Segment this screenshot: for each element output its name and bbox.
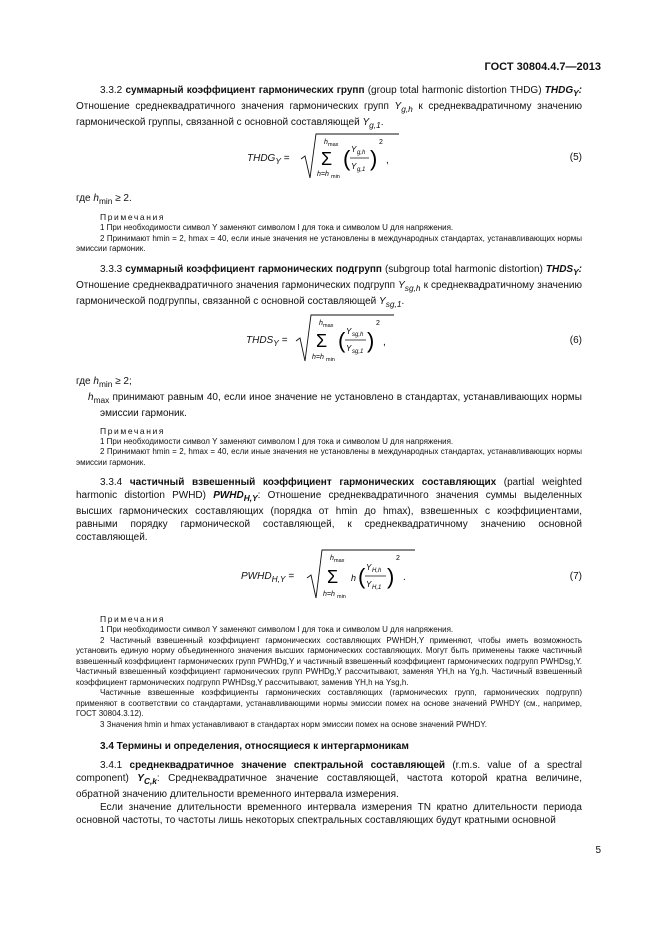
svg-text:max: max: [334, 558, 345, 564]
notes-heading: Примечания: [100, 614, 166, 624]
term-3-3-3: 3.3.3 суммарный коэффициент гармонических подгрупп (subgroup total harmonic distortion) $THDS_Y$: Отношение среднеквадратичного значения гармонических подгрупп $Y_{sg,h}$ к среднеквадратичному значению гармонической подгруппы, связанной с основной составляющей $Y_{sg,1}$.: [76, 263, 583, 309]
svg-text:g,1: g,1: [357, 167, 366, 173]
page-number: 5: [595, 845, 601, 856]
standard-header: ГОСТ 30804.4.7—2013: [484, 61, 601, 73]
term-definition: : Среднеквадратичное значение составляющей, частота которой кратна величине, обратной значению длительности временного интервала измерения.: [76, 773, 582, 800]
formula-number: (5): [569, 152, 582, 163]
paragraph-3-4-1: Если значение длительности временного интервала измерения TN кратно длительности периода основной частоты, то частоты лишь некоторых спектральных составляющих будут кратными основной: [76, 802, 582, 826]
svg-text:,: ,: [383, 336, 386, 348]
where-clause: где $h_{min} \ge 2$.: [76, 193, 132, 206]
svg-text:Σ: Σ: [327, 567, 339, 587]
page-content: [76, 84, 582, 827]
svg-text:,: ,: [386, 155, 389, 166]
note-1: 1 При необходимости символ Y заменяют символом I для тока и символом U для напряжения.: [100, 625, 454, 634]
formula-lhs: $THDS_Y$ =: [246, 334, 288, 348]
svg-text:h: h: [351, 573, 357, 583]
note-2-continued: Частичные взвешенные коэффициенты гармонических составляющих (гармонических групп, гармонических подгрупп) применяют в соответствии со стандартами, устанавливающими нормы эмиссии помех на основе значений PWHDY (см., например, ГОСТ 30804.3.12).: [76, 688, 582, 718]
formula-number: (7): [569, 571, 582, 582]
svg-text:2: 2: [379, 139, 383, 146]
term-symbol: $THDG_Y$:: [544, 85, 583, 98]
note-1: 1 При необходимости символ Y заменяют символом I для тока и символом U для напряжения.: [100, 223, 454, 232]
term-definition: Отношение среднеквадратичного значения гармонических групп: [76, 101, 395, 112]
where-clause: где $h_{min} \ge 2$;: [76, 375, 132, 389]
term-title: среднеквадратичное значение спектральной составляющей: [129, 760, 446, 771]
svg-text:Y: Y: [366, 563, 372, 572]
term-symbol: $Y_{C,k}$: [137, 773, 157, 786]
svg-text:Y: Y: [351, 145, 357, 154]
formula-lhs: $PWHD_{H,Y}$ =: [241, 571, 295, 584]
term-number: 3.3.4: [100, 477, 123, 488]
svg-text:Y: Y: [346, 343, 352, 353]
term-3-3-4: [76, 476, 582, 544]
term-english: (r.m.s. value of a spectral component): [76, 760, 582, 784]
note-1: 1 При необходимости символ Y заменяют символом I для тока и символом U для напряжения.: [100, 436, 454, 446]
note-2: 2 Принимают hmin = 2, hmax = 40, если иные значения не установлены в международных стандартах, устанавливающих нормы эмиссии гармоник.: [76, 447, 582, 467]
term-number: 3.3.3: [100, 263, 123, 275]
svg-text:Y: Y: [366, 580, 372, 589]
svg-text:Y: Y: [346, 326, 352, 336]
svg-text:Σ: Σ: [316, 330, 328, 351]
term-number: 3.4.1: [100, 760, 123, 771]
section-3-4-title: 3.4 Термины и определения, относящиеся к интергармоникам: [100, 741, 409, 752]
term-title: суммарный коэффициент гармонических подгрупп: [125, 263, 382, 275]
svg-text:): ): [387, 564, 395, 589]
svg-text:h=h: h=h: [312, 353, 324, 361]
svg-text:.: .: [403, 572, 406, 583]
term-english: (partial weighted harmonic distortion PWHD): [76, 477, 582, 501]
term-english: (subgroup total harmonic distortion): [381, 263, 543, 275]
formula-6: [76, 313, 582, 367]
term-definition: : Отношение среднеквадратичного значения суммы выделенных высших гармонических составляющих (порядка от hmin до hmax), взвешенных с коэффициентами, равными порядку гармонической составляющей, к среднеквадратичному значению основной составляющей.: [76, 490, 583, 543]
term-symbol: $PWHD_{H,Y}$: [213, 490, 258, 503]
notes-heading: Примечания: [100, 425, 166, 436]
svg-text:sg,1: sg,1: [352, 348, 364, 355]
term-definition: Отношение среднеквадратичного значения гармонических подгрупп: [76, 279, 399, 291]
svg-text:H,h: H,h: [372, 568, 382, 574]
formula-6-body: [294, 313, 414, 367]
svg-text:g,h: g,h: [357, 150, 366, 156]
formula-7: [76, 548, 582, 604]
formula-5: [76, 132, 582, 184]
term-english: (group total harmonic distortion THDG): [364, 85, 542, 96]
svg-text:(: (: [338, 327, 346, 353]
term-number: 3.3.2: [100, 85, 123, 96]
svg-text:Y: Y: [351, 162, 357, 171]
note-2: 2 Частичный взвешенный коэффициент гармонических составляющих PWHDH,Y применяют, чтобы иметь возможность установить единую норму объединенного значения высших гармонических составляющих. Могут быть применены также частичный взвешенный коэффициент гармонических групп PWHDg,Y и частичный взвешенный коэффициент гармонических подгрупп PWHDsg,Y. Частичный взвешенный коэффициент гармонических групп PWHDg,Y рассчитывают, заменяя YH,h на Yg,h. Частичный взвешенный коэффициент гармонических подгрупп PWHDsg,Y рассчитывают, заменив YH,h на Ysg,h.: [76, 635, 582, 687]
svg-text:h: h: [330, 555, 334, 562]
where-hmax: $h_{max}$ принимают равным 40, если иное значение не установлено в стандартах, устанавливающих нормы эмиссии гармоник.: [88, 391, 582, 419]
svg-text:Σ: Σ: [321, 149, 333, 169]
term-title: частичный взвешенный коэффициент гармонических составляющих: [129, 477, 497, 488]
note-3: 3 Значения hmin и hmax устанавливают в стандартах норм эмиссии помех на основе значений PWHDY.: [100, 719, 487, 729]
svg-text:sg,h: sg,h: [352, 331, 364, 338]
term-3-4-1: [76, 759, 582, 801]
svg-text:h=h: h=h: [323, 591, 335, 598]
svg-text:h=h: h=h: [317, 171, 329, 178]
svg-text:2: 2: [376, 319, 380, 327]
svg-text:max: max: [323, 322, 334, 329]
svg-text:h: h: [324, 139, 328, 146]
notes-heading: Примечания: [100, 212, 166, 222]
svg-text:2: 2: [396, 555, 400, 562]
svg-text:h: h: [319, 319, 323, 327]
formula-5-body: [299, 132, 419, 184]
svg-text:min: min: [337, 594, 346, 600]
svg-text:(: (: [343, 146, 351, 171]
svg-text:): ): [370, 146, 378, 171]
svg-text:min: min: [331, 174, 340, 180]
svg-text:min: min: [326, 356, 335, 363]
term-3-3-2: 3.3.2 суммарный коэффициент гармонических групп (group total harmonic distortion THDG) $THDG_Y$: Отношение среднеквадратичного значения гармонических групп $Y_{g,h}$ к среднеквадратичному значению гармонической группы, связанной с основной составляющей $Y_{g,1}$.: [76, 85, 583, 130]
note-2: 2 Принимают hmin = 2, hmax = 40, если иные значения не установлены в международных стандартах, устанавливающих нормы эмиссии гармоник.: [76, 233, 582, 253]
term-title: суммарный коэффициент гармонических групп: [125, 85, 365, 96]
svg-text:(: (: [358, 564, 366, 589]
term-symbol: $THDS_Y$:: [545, 263, 583, 277]
formula-7-body: [305, 548, 435, 604]
formula-number: (6): [569, 334, 582, 346]
svg-text:H,1: H,1: [372, 585, 382, 591]
formula-lhs: $THDG_Y$ =: [247, 153, 290, 166]
svg-text:): ): [367, 327, 375, 353]
svg-text:max: max: [328, 142, 339, 148]
